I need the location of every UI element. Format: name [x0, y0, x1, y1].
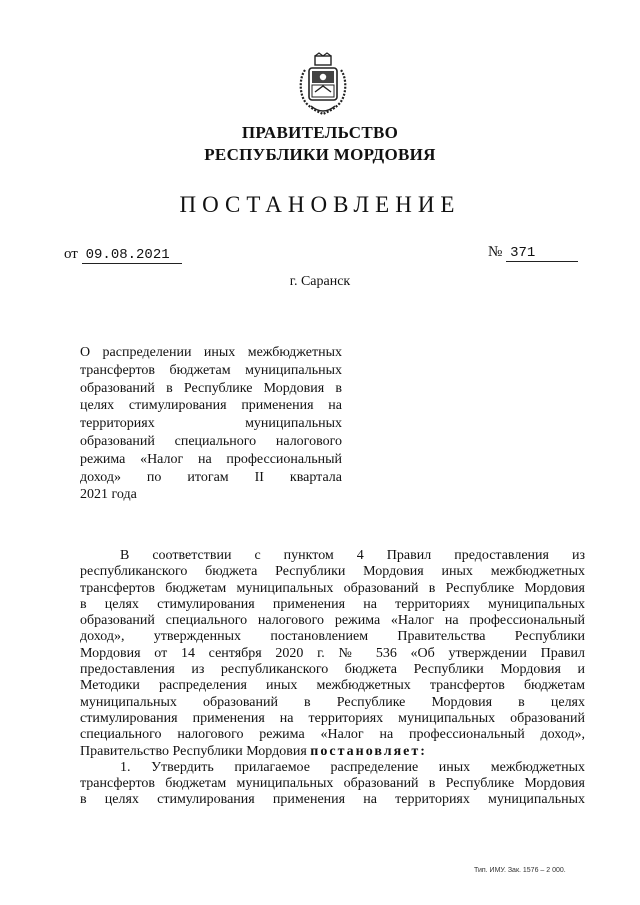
resolves-line [80, 744, 585, 760]
subject-line: территориях муниципальных [80, 416, 342, 432]
subject-line: О распределении иных межбюджетных [80, 345, 342, 360]
number-value: 371 [506, 245, 578, 262]
resolves-keyword: постановляет: [310, 743, 427, 759]
body-line: образований специального налогового режима «Налог на профессиональный [80, 613, 585, 629]
date-value: 09.08.2021 [82, 247, 182, 264]
body-line: стимулирования применения на территориях муниципальных образований [80, 710, 585, 726]
subject-line: образований специального налогового [80, 433, 342, 449]
body-line: в целях стимулирования применения на территориях муниципальных [80, 596, 585, 612]
subject-line: трансфертов бюджетам муниципальных [80, 362, 342, 378]
body-line: республиканского бюджета Республики Мордовия иных межбюджетных [80, 564, 585, 580]
government-title-line2: РЕСПУБЛИКИ МОРДОВИЯ [204, 145, 436, 164]
body-line: доход», утвержденных постановлением Правительства Республики [80, 629, 585, 645]
print-footer: Тип. ИМУ. Зак. 1576 – 2 000. [474, 867, 566, 874]
resolves-prefix: Правительство Республики Мордовия [80, 743, 307, 759]
body-line: предоставления из республиканского бюджета Республики Мордовия и [80, 662, 585, 678]
subject-line: 2021 года [80, 487, 137, 503]
subject-line: образований в Республике Мордовия в [80, 380, 342, 396]
body-line: В соответствии с пунктом 4 Правил предоставления из [120, 548, 585, 563]
point-1-line: в целях стимулирования применения на территориях муниципальных [80, 792, 585, 808]
document-type-title: ПОСТАНОВЛЕНИЕ [179, 192, 461, 217]
date-field [64, 246, 182, 264]
city-line: г. Саранск [289, 274, 351, 289]
subject-line: целях стимулирования применения на [80, 398, 342, 414]
resolution-body [80, 548, 585, 809]
body-line: Методики распределения иных межбюджетных трансфертов бюджетам [80, 678, 585, 694]
resolution-subject [80, 344, 342, 504]
subject-line: доход» по итогам II квартала [80, 469, 342, 485]
number-prefix: № [488, 244, 503, 260]
government-title-line1: ПРАВИТЕЛЬСТВО [241, 123, 399, 142]
body-line: специального налогового режима «Налог на профессиональный доход», [80, 727, 585, 743]
date-prefix: от [64, 246, 78, 262]
point-1-line: 1. Утвердить прилагаемое распределение иных межбюджетных [120, 759, 585, 775]
subject-line: режима «Налог на профессиональный [80, 451, 342, 467]
body-line: трансфертов бюджетам муниципальных образований в Республике Мордовия [80, 580, 585, 596]
coat-of-arms-emblem [293, 52, 353, 118]
number-field [488, 244, 578, 262]
body-line: Мордовия от 14 сентября 2020 г. № 536 «Об утверждении Правил [80, 645, 585, 661]
body-line: муниципальных образований в Республике Мордовия в целях [80, 694, 585, 710]
point-1-line: трансфертов бюджетам муниципальных образований в Республике Мордовия [80, 776, 585, 792]
